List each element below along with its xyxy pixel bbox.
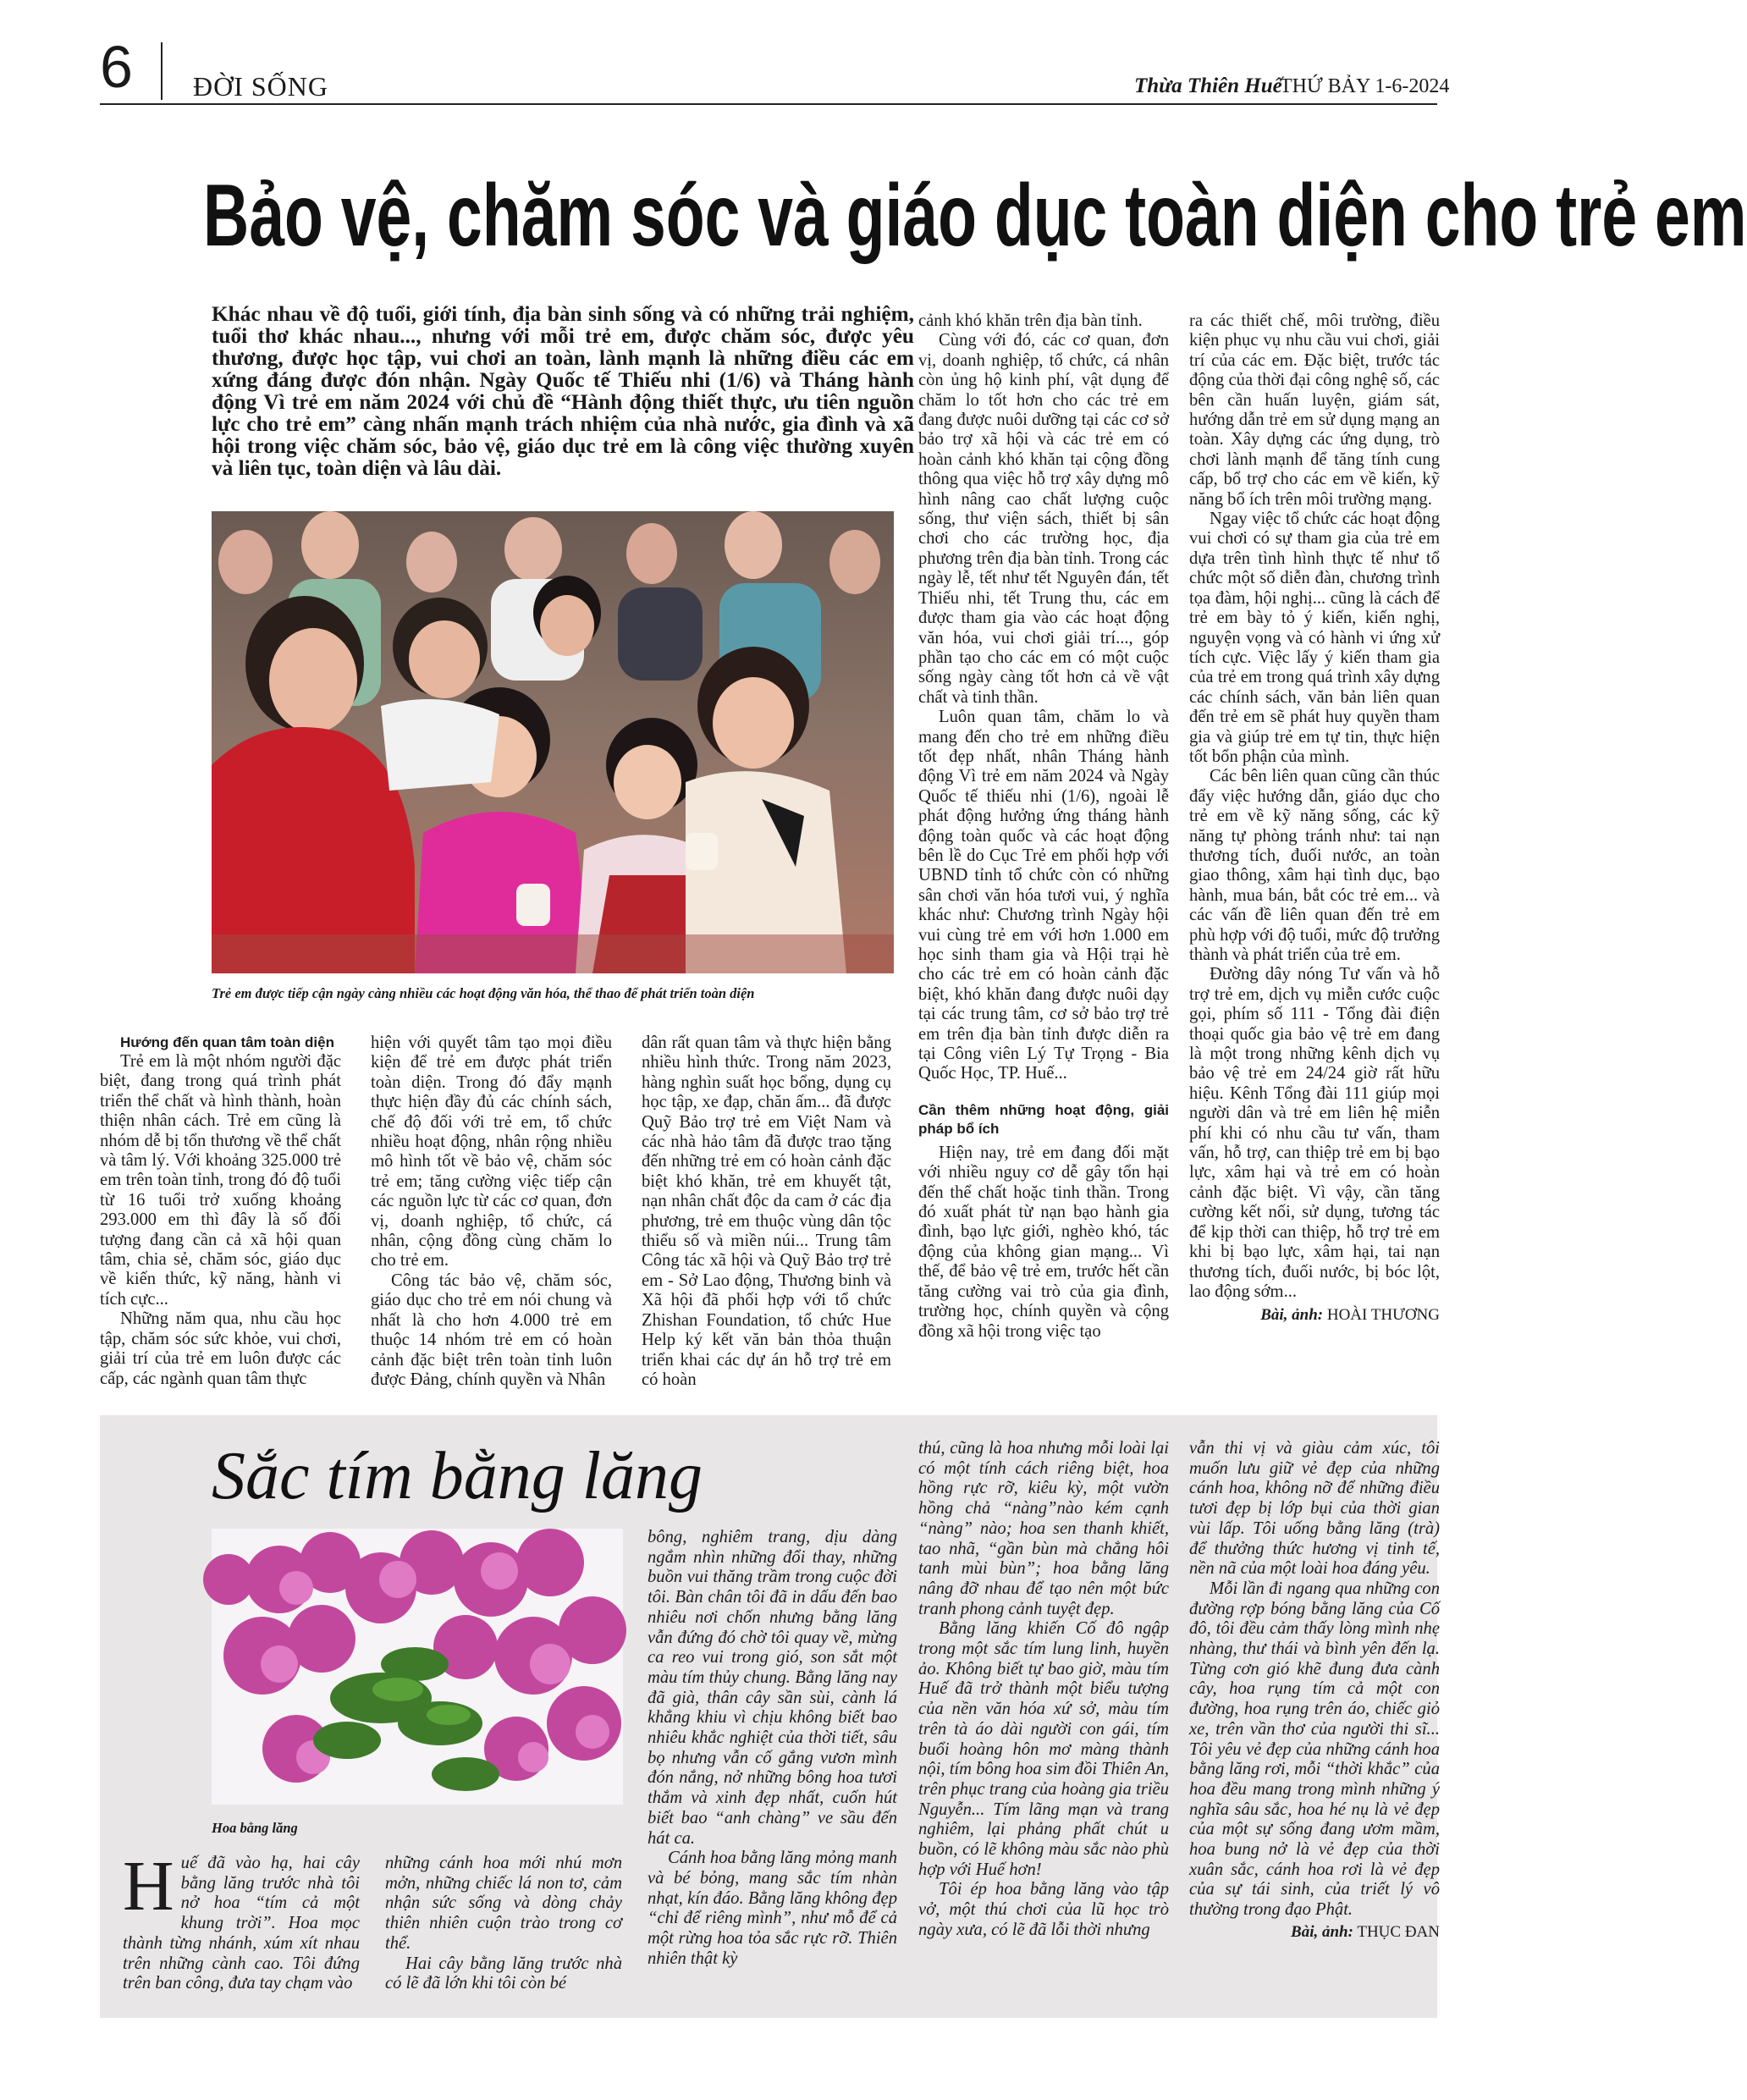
paragraph: Trẻ em là một nhóm người đặc biệt, đang trong quá trình phát triển thể chất và hình thành, hoàn thiện nhân cách. Trẻ em cũng là nhóm dễ bị tổn thương về thể chất và tâm lý. Với khoảng 325.000 trẻ em trên toàn tỉnh, trong đó độ tuổi từ 16 tuổi trở xuống khoảng 293.000 em thì đây là số đối tượng đang cần cả xã hội quan tâm, chia sẻ, chăm sóc, giáo dục về kiến thức, kỹ năng, hành vi tích cực...: [100, 1052, 341, 1309]
byline-author: HOÀI THƯƠNG: [1326, 1306, 1440, 1325]
paragraph: Cùng với đó, các cơ quan, đơn vị, doanh nghiệp, tổ chức, cá nhân còn ủng hộ kinh phí, vật dụng để chăm lo tốt hơn cho các trẻ em đang được nuôi dưỡng tại các cơ sở bảo trợ xã hội và các trẻ em có hoàn cảnh khó khăn tại cộng đồng thông qua việc hỗ trợ xây dựng mô hình nâng cao chất lượng cuộc sống, thư viện sách, thiết bị sân chơi cho các trường học, địa phương trên địa bàn tỉnh. Trong các ngày lễ, tết như tết Nguyên đán, tết Thiếu nhi, tết Trung thu, các em được tham gia vào các hoạt động văn hóa, vui chơi giải trí..., góp phần tạo cho các em có một cuộc sống ngày càng tốt hơn cả về vật chất và tinh thần.: [918, 331, 1169, 707]
subheading: Cần thêm những hoạt động, giải pháp bổ ích: [918, 1101, 1169, 1137]
paragraph: Bằng lăng khiến Cố đô ngập trong một sắc tím lung linh, huyền ảo. Không biết tự bao giờ, màu tím Huế đã trở thành một biểu tượng của nền văn hóa xứ sở, màu tím trên tà áo dài người con gái, tím buổi hoàng hôn mơ màng thành nội, tím bông hoa sim đồi Thiên An, trên phục trang của hoàng gia triều Nguyễn... Tím lãng mạn và trang nghiêm, lại phảng phất chút u buồn, có lẽ không màu sắc nào phù hợp với Huế hơn!: [918, 1619, 1169, 1879]
paragraph: Hiện nay, trẻ em đang đối mặt với nhiều nguy cơ dễ gây tổn hại đến thể chất hoặc tinh thần. Trong đó xuất phát từ nạn bạo hành gia đình, bạo lực giới, nghèo khó, tác động của không gian mạng... Vì thế, để bảo vệ trẻ em, trước hết cần tăng cường vai trò của gia đình, trường học, chính quyền và cộng đồng xã hội trong việc tạo: [918, 1143, 1169, 1341]
article1-column-3: [642, 1033, 891, 1390]
paragraph: Luôn quan tâm, chăm lo và mang đến cho trẻ em những điều tốt đẹp nhất, nhân Tháng hành động Vì trẻ em năm 2024 và Ngày Quốc tế thiếu nhi (1/6), ngoài lễ phát động hưởng ứng tháng hành động toàn quốc và các hoạt động bên lề do Cục Trẻ em phối hợp với UBND tỉnh tổ chức còn có những sân chơi văn hóa tươi vui, ý nghĩa khác như: Chương trình Ngày hội vui cùng trẻ em với hơn 1.000 em học sinh tham gia và Hội trại hè cho các trẻ em có hoàn cảnh đặc biệt, khó khăn đang được nuôi dạy tại các trung tâm, cơ sở bảo trợ trẻ em trên địa bàn tỉnh được diễn ra tại Công viên Lý Tự Trọng - Bia Quốc Học, TP. Huế...: [918, 708, 1169, 1083]
paragraph: Ngay việc tổ chức các hoạt động vui chơi có sự tham gia của trẻ em dựa trên tình hình thực tế như tổ chức một số diễn đàn, chương trình tọa đàm, hội nghị... cũng là cách để trẻ em bày tỏ ý kiến, kiến nghị, nguyện vọng và có hành vi ứng xử tích cực. Việc lấy ý kiến tham gia của trẻ em trong quá trình xây dựng các chính sách, văn bản liên quan đến trẻ em sẽ phát huy quyền tham gia và giúp trẻ em tự tin, thực hiện tốt bổn phận của mình.: [1189, 510, 1440, 766]
article1-byline: [1189, 1305, 1440, 1325]
paragraph: dân rất quan tâm và thực hiện bằng nhiều hình thức. Trong năm 2023, hàng nghìn suất học bổng, dụng cụ học tập, xe đạp, chăn ấm... đã được Quỹ Bảo trợ trẻ em Việt Nam và các nhà hảo tâm đã được trao tặng đến những trẻ em có hoàn cảnh đặc biệt khó khăn, trẻ em khuyết tật, nạn nhân chất độc da cam ở các địa phương, trẻ em thuộc vùng dân tộc thiểu số và miền núi... Trung tâm Công tác xã hội và Quỹ Bảo trợ trẻ em - Sở Lao động, Thương binh và Xã hội đã phối hợp với tổ chức Zhishan Foundation, tổ chức Hue Help ký kết văn bản thỏa thuận triển khai các dự án hỗ trợ trẻ em có hoàn: [642, 1033, 891, 1389]
feature-column-2: [385, 1854, 622, 1994]
header-divider: [161, 42, 163, 100]
byline-author: THỤC ĐAN: [1357, 1922, 1440, 1941]
paragraph: cảnh khó khăn trên địa bàn tỉnh.: [918, 311, 1143, 330]
byline-label: Bài, ảnh:: [1291, 1922, 1353, 1941]
article2-byline: [1189, 1922, 1440, 1943]
paragraph: Các bên liên quan cũng cần thúc đẩy việc hướng dẫn, giáo dục cho trẻ em về kỹ năng sống, các kỹ năng tự phòng tránh như: tai nạn thương tích, đuối nước, an toàn giao thông, xâm hại tình dục, bạo hành, mua bán, bắt cóc trẻ em... và các vấn đề liên quan đến trẻ em phù hợp với độ tuổi, mức độ trưởng thành và phát triển của trẻ em.: [1189, 767, 1440, 964]
article1-column-5: [1189, 311, 1440, 1326]
paragraph: Hai cây bằng lăng trước nhà có lẽ đã lớn khi tôi còn bé: [385, 1954, 622, 1993]
article-headline: Bảo vệ, chăm sóc và giáo dục toàn diện cho trẻ em: [203, 167, 1747, 265]
page-number: 6: [100, 34, 133, 100]
section-title: ĐỜI SỐNG: [193, 71, 328, 102]
paragraph: hiện với quyết tâm tạo mọi điều kiện để trẻ em được phát triển toàn diện. Trong đó đẩy mạnh thực hiện đầy đủ các chính sách, chế độ đối với trẻ em, tổ chức nhiều hoạt động, nhân rộng nhiều mô hình tốt về bảo vệ, chăm sóc trẻ em; tăng cường việc tiếp cận các nguồn lực từ các cơ quan, đơn vị, doanh nghiệp, tổ chức, cá nhân, cộng đồng cùng chăm lo cho trẻ em.: [371, 1033, 612, 1270]
feature-column-5: [1189, 1439, 1440, 1943]
article1-column-4: [918, 311, 1169, 1342]
paragraph: Mỗi lần đi ngang qua những con đường rợp bóng bằng lăng của Cố đô, tôi đều cảm thấy lòng mình nhẹ nhàng, thư thái và bình yên đến lạ. Từng cơn gió khẽ đung đưa cành cây, hoa rụng tím cả một con đường, hoa rụng trên áo, chiếc giỏ xe, trên vần thơ của người thi sĩ... Tôi yêu vẻ đẹp của những cánh hoa bằng lăng rơi, mỗi “thời khắc” của hoa đều mang trong mình những ý nghĩa sâu sắc, hoa hé nụ là vẻ đẹp của một sự sống đang ươm mầm, hoa bung nở là vẻ đẹp của thời xuân sắc, cánh hoa rơi là vẻ đẹp của sự tái sinh, của triết lý vô thường trong đạo Phật.: [1189, 1579, 1440, 1920]
drop-cap: H: [123, 1847, 174, 1926]
paragraph: Cánh hoa bằng lăng mỏng manh và bé bỏng, mang sắc tím nhàn nhạt, kín đáo. Bằng lăng không đẹp “chỉ để riêng mình”, như mỗ để cả một rừng hoa tỏa sắc rực rỡ. Thiên nhiên thật kỳ: [648, 1849, 897, 1968]
feature-column-4: [918, 1439, 1169, 1941]
feature-title: Sắc tím bằng lăng: [212, 1439, 703, 1513]
paragraph: Những năm qua, nhu cầu học tập, chăm sóc sức khỏe, vui chơi, giải trí của trẻ em luôn được các cấp, các ngành quan tâm thực: [100, 1309, 341, 1388]
paragraph: ra các thiết chế, môi trường, điều kiện phục vụ nhu cầu vui chơi, giải trí của các em. Đặc biệt, trước tác động của thời đại công nghệ số, các bên cần huấn luyện, giám sát, hướng dẫn trẻ em sử dụng mạng an toàn. Xây dựng các ứng dụng, trò chơi lành mạnh để tăng tính cung cấp, bổ trợ cho các em về kiến, kỹ năng bổ ích trên môi trường mạng.: [1189, 311, 1440, 509]
header-rule: [100, 103, 1437, 105]
paragraph: uế đã vào hạ, hai cây bằng lăng trước nhà tôi nở hoa “tím cả một khung trời”. Hoa mọc thành từng nhánh, xúm xít nhau trên những cành cao. Tôi đứng trên ban công, đưa tay chạm vào: [123, 1854, 360, 1993]
paragraph: vẫn thi vị và giàu cảm xúc, tôi muốn lưu giữ vẻ đẹp của những cánh hoa, không nỡ để những điều tươi đẹp bị lớp bụi của thời gian vùi lấp. Tôi uống bằng lăng (trà) để thưởng thức hương vị tinh tế, nền nã của một loài hoa đáng yêu.: [1189, 1439, 1440, 1579]
photo-caption: Trẻ em được tiếp cận ngày càng nhiều các hoạt động văn hóa, thể thao để phát triển toàn diện: [212, 985, 755, 1001]
article1-column-2: [371, 1033, 612, 1390]
paragraph: Công tác bảo vệ, chăm sóc, giáo dục cho trẻ em nói chung và nhất là cho hơn 4.000 trẻ em thuộc 14 nhóm trẻ em có hoàn cảnh đặc biệt trên toàn tỉnh luôn được Đảng, chính quyền và Nhân: [371, 1270, 612, 1389]
paragraph: Đường dây nóng Tư vấn và hỗ trợ trẻ em, dịch vụ miễn cước cuộc gọi, phím số 111 - Tổng đài điện thoại quốc gia bảo vệ trẻ em đang là một trong những kênh dịch vụ bảo vệ trẻ em 24/24 giờ rất hữu hiệu. Kênh Tổng đài 111 giúp mọi người dân và trẻ em liên hệ miễn phí khi có nhu cầu tư vấn, tham vấn, hỗ trợ, can thiệp trẻ em bị bạo lực, xâm hại và trẻ em có hoàn cảnh đặc biệt. Vì vậy, cần tăng cường kết nối, sử dụng, tương tác để kịp thời can thiệp, hỗ trợ trẻ em khi bị bạo lực, xâm hại, tai nạn thương tích, đuối nước, bị bóc lột, lao động sớm...: [1189, 965, 1440, 1301]
feature-column-3: [648, 1528, 897, 1969]
feature-column-1: [123, 1847, 360, 1994]
crape-myrtle-flower-photo: [212, 1529, 623, 1805]
issue-date: THỨ BẢY 1-6-2024: [1280, 75, 1450, 97]
article1-column-1: [100, 1033, 341, 1389]
paragraph: những cánh hoa mới nhú mơn mởn, những chiếc lá non tơ, cảm nhận sức sống và dòng chảy thiên nhiên cuộn trào trong cơ thể.: [385, 1854, 622, 1953]
paragraph: thú, cũng là hoa nhưng mỗi loài lại có một tính cách riêng biệt, hoa hồng rực rỡ, kiêu kỳ, một vườn hồng chả “nàng”nào kém cạnh “nàng” nào; hoa sen thanh khiết, tao nhã, “gần bùn mà chẳng hôi tanh mùi bùn”; hoa bằng lăng nâng đỡ nhau để tạo nên một bức tranh phong cảnh tuyệt đẹp.: [918, 1439, 1169, 1618]
paragraph: bông, nghiêm trang, dịu dàng ngắm nhìn những đổi thay, những buồn vui thăng trầm trong cuộc đời tôi. Bàn chân tôi đã in dấu đến bao nhiêu nơi chốn nhưng bằng lăng vẫn đứng đó chờ tôi quay về, mừng ca reo vui trong gió, son sắt một màu tím thủy chung. Bằng lăng nay đã già, thân cây sần sùi, cành lá khẳng khiu vì chịu không biết bao nhiêu khắc nghiệt của thời tiết, sâu bọ nhưng vẫn cố gắng vươn mình đón nắng, nở những bông hoa tươi thắm và xinh đẹp nhất, cuốn hút biết bao “anh chàng” ve sầu đến hát ca.: [648, 1528, 897, 1848]
feature-photo-caption: Hoa bằng lăng: [212, 1820, 298, 1836]
article-lead: Khác nhau về độ tuổi, giới tính, địa bàn sinh sống và có những trải nghiệm, tuổi thơ khác nhau..., nhưng với mỗi trẻ em, được chăm sóc, được yêu thương, được học tập, vui chơi an toàn, lành mạnh là những điều các em xứng đáng được đón nhận. Ngày Quốc tế Thiếu nhi (1/6) và Tháng hành động Vì trẻ em năm 2024 với chủ đề “Hành động thiết thực, ưu tiên nguồn lực cho trẻ em” càng nhấn mạnh trách nhiệm của nhà nước, gia đình và xã hội trong việc chăm sóc, bảo vệ, giáo dục trẻ em là công việc thường xuyên và liên tục, toàn diện và lâu dài.: [212, 302, 914, 480]
children-activity-photo: [212, 511, 894, 973]
byline-label: Bài, ảnh:: [1260, 1306, 1324, 1325]
newspaper-name: Thừa Thiên Huế: [1134, 74, 1282, 97]
subheading: Hướng đến quan tâm toàn diện: [120, 1034, 334, 1050]
paragraph: Tôi ép hoa bằng lăng vào tập vở, một thú chơi của lũ học trò ngày xưa, có lẽ đã lỗi thời nhưng: [918, 1880, 1169, 1939]
